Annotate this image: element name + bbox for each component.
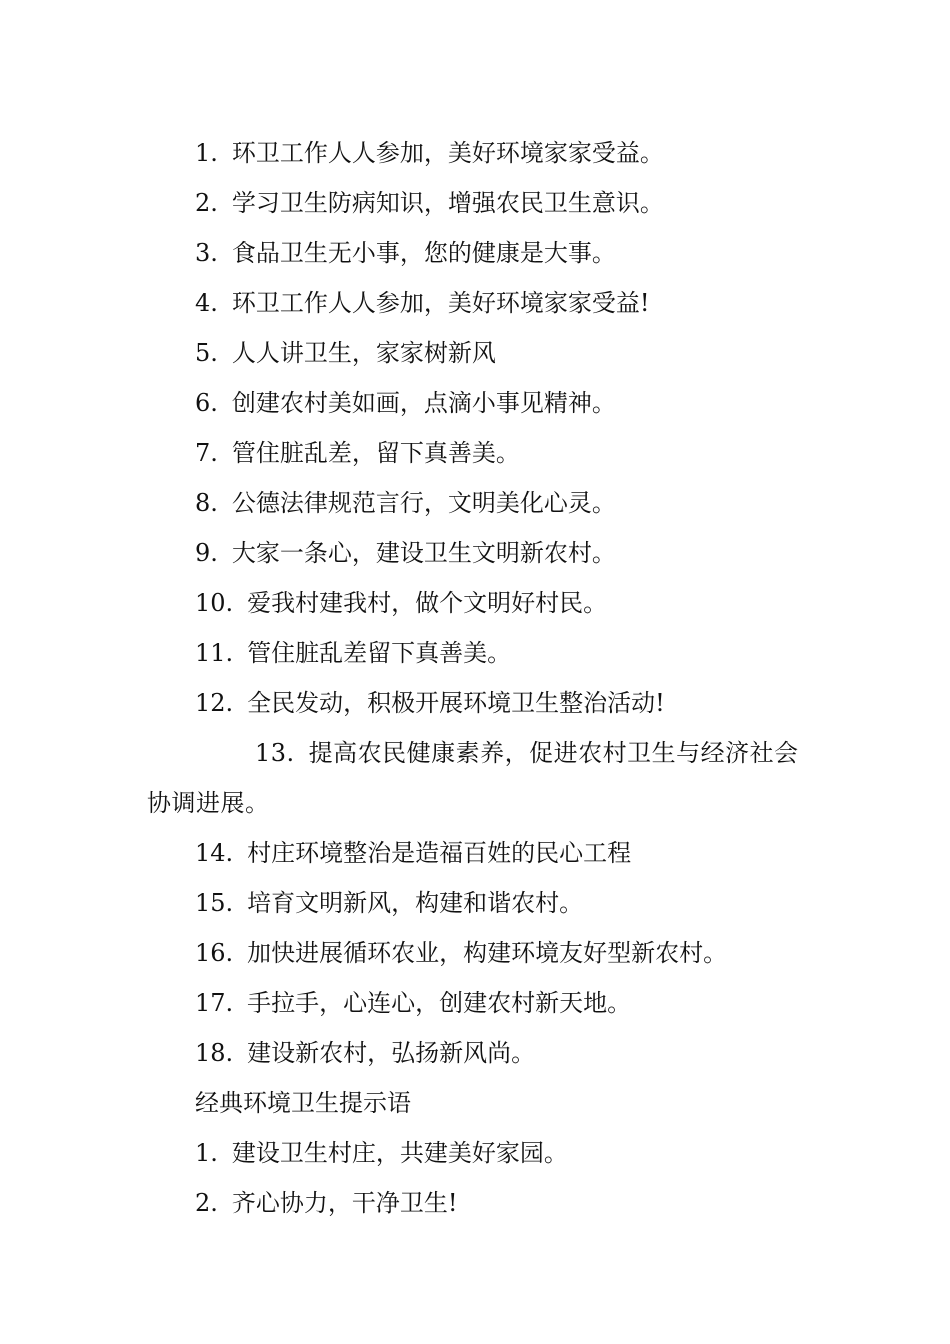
item-text: 人人讲卫生，家家树新风: [231, 339, 496, 367]
item-number: 2.: [195, 189, 218, 217]
item-text: 全民发动，积极开展环境卫生整治活动!: [247, 689, 665, 717]
item-number: 18.: [195, 1039, 234, 1067]
document-body: [147, 128, 812, 1228]
slogan-item: [147, 178, 812, 228]
slogan-item: [147, 678, 812, 728]
item-number: 16.: [195, 939, 234, 967]
item-text: 环卫工作人人参加，美好环境家家受益!: [231, 289, 650, 317]
slogan-item: [147, 928, 812, 978]
item-text: 食品卫生无小事，您的健康是大事。: [231, 239, 616, 267]
slogan-item: [147, 328, 812, 378]
item-text: 大家一条心，建设卫生文明新农村。: [231, 539, 616, 567]
item-number: 17.: [195, 989, 234, 1017]
item-text: 管住脏乱差留下真善美。: [247, 639, 512, 667]
item-text: 手拉手，心连心，创建农村新天地。: [247, 989, 632, 1017]
item-number: 4.: [195, 289, 218, 317]
item-number: 9.: [195, 539, 218, 567]
item-number: 1.: [195, 1139, 218, 1167]
slogan-item: [147, 628, 812, 678]
item-text: 建设卫生村庄，共建美好家园。: [231, 1139, 568, 1167]
item-number: 2.: [195, 1189, 218, 1217]
item-text: 环卫工作人人参加，美好环境家家受益。: [231, 139, 664, 167]
item-text: 管住脏乱差，留下真善美。: [231, 439, 520, 467]
slogan-item: [147, 228, 812, 278]
item-number: 10.: [195, 589, 234, 617]
item-number: 8.: [195, 489, 218, 517]
slogan-item: [147, 578, 812, 628]
item-number: 14.: [195, 839, 234, 867]
item-text: 提高农民健康素养，促进农村卫生与经济社会协调进展。: [147, 739, 799, 817]
item-text: 学习卫生防病知识，增强农民卫生意识。: [231, 189, 664, 217]
slogan-item: [147, 878, 812, 928]
item-number: 6.: [195, 389, 218, 417]
item-text: 创建农村美如画，点滴小事见精神。: [231, 389, 616, 417]
slogan-item: [147, 428, 812, 478]
item-number: 15.: [195, 889, 234, 917]
item-text: 建设新农村，弘扬新风尚。: [247, 1039, 536, 1067]
item-number: 13.: [255, 739, 295, 767]
item-number: 11.: [195, 639, 234, 667]
slogan-item: [147, 1028, 812, 1078]
slogan-item: [147, 128, 812, 178]
slogan-item: [147, 378, 812, 428]
item-number: 1.: [195, 139, 218, 167]
item-text: 爱我村建我村，做个文明好村民。: [247, 589, 608, 617]
slogan-item: [147, 828, 812, 878]
item-text: 村庄环境整治是造福百姓的民心工程: [247, 839, 632, 867]
section-heading: 经典环境卫生提示语: [195, 1089, 411, 1117]
slogan-item: [147, 978, 812, 1028]
item-text: 培育文明新风，构建和谐农村。: [247, 889, 584, 917]
item-text: 齐心协力，干净卫生!: [231, 1189, 458, 1217]
slogan-item: [147, 528, 812, 578]
item-number: 12.: [195, 689, 234, 717]
item-number: 7.: [195, 439, 218, 467]
item-number: 3.: [195, 239, 218, 267]
slogan-item: [147, 728, 812, 828]
tip-item: [147, 1128, 812, 1178]
item-text: 公德法律规范言行，文明美化心灵。: [231, 489, 616, 517]
tip-item: [147, 1178, 812, 1228]
slogan-item: [147, 278, 812, 328]
item-text: 加快进展循环农业，构建环境友好型新农村。: [247, 939, 728, 967]
slogan-item: [147, 478, 812, 528]
item-number: 5.: [195, 339, 218, 367]
